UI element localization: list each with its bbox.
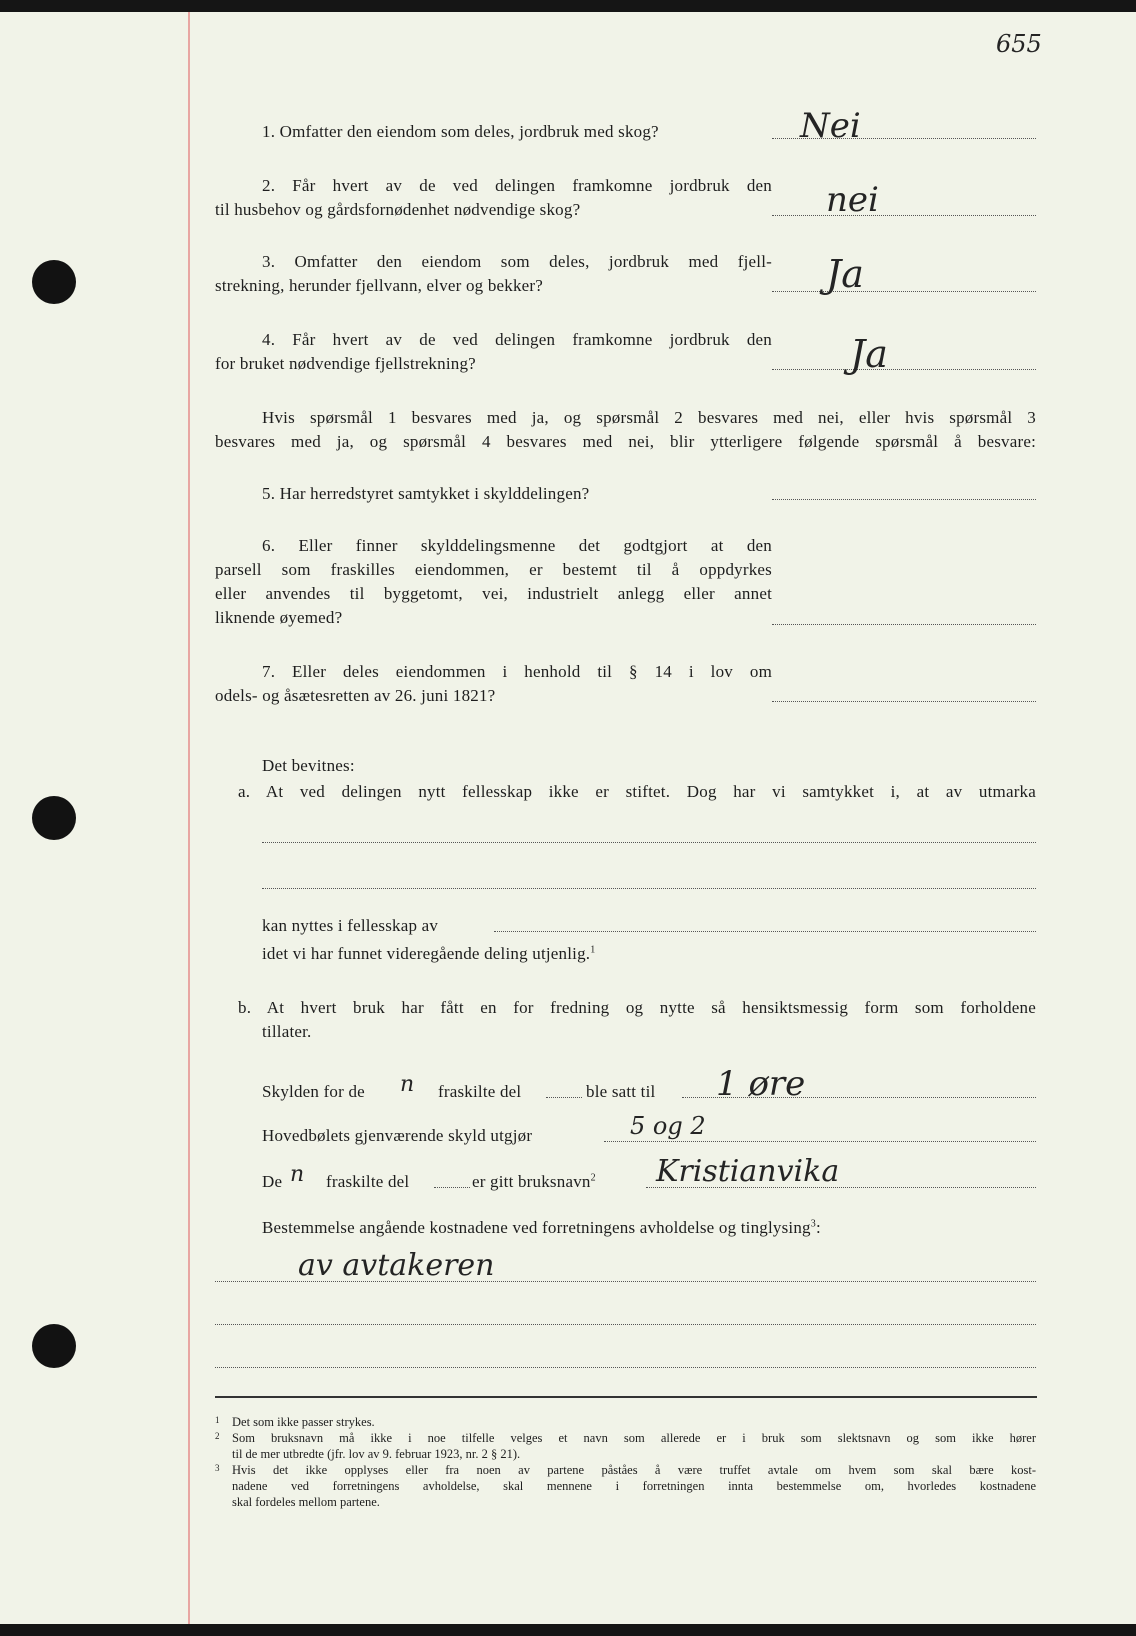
question-6-line-1: 6. Eller finner skylddelingsmenne det godtgjort at den <box>262 536 772 555</box>
question-6-line-2: parsell som fraskilles eiendommen, er bestemt til å oppdyrkes <box>215 560 772 579</box>
certify-a: a. At ved delingen nytt fellesskap ikke er stiftet. Dog har vi samtykket i, at av utmarka <box>238 782 1036 801</box>
question-4-line-1: 4. Får hvert av de ved delingen framkomne jordbruk den <box>262 330 772 349</box>
answer-line <box>772 215 1036 216</box>
footnote-number: 2 <box>215 1431 220 1441</box>
page-number-handwritten: 655 <box>996 30 1042 58</box>
conditional-line-1: Hvis spørsmål 1 besvares med ja, og spørsmål 2 besvares med nei, eller hvis spørsmål 3 <box>262 408 1036 427</box>
question-7-line-2: odels- og åsætesretten av 26. juni 1821? <box>215 686 496 705</box>
footnote-ref: 1 <box>590 944 596 956</box>
certify-a-finding: idet vi har funnet videregående deling utjenlig.$^1$ <box>262 944 596 963</box>
blank-line <box>604 1141 1036 1142</box>
cost-label: Bestemmelse angående kostnadene ved forretningens avholdelse og tinglysing$^3$: <box>262 1218 821 1237</box>
cost-value: av avtakeren <box>298 1248 495 1283</box>
answer-4: Ja <box>850 332 888 376</box>
answer-line <box>772 701 1036 702</box>
footnote-ref: 2 <box>590 1172 596 1184</box>
scan-top-border <box>0 0 1136 12</box>
hoved-label: Hovedbølets gjenværende skyld utgjør <box>262 1126 533 1145</box>
blank-line <box>546 1097 582 1098</box>
certify-b-line-1: b. At hvert bruk har fått en for fredning og nytte så hensiktsmessig form som forholdene <box>238 998 1036 1017</box>
question-2-line-1: 2. Får hvert av de ved delingen framkomne jordbruk den <box>262 176 772 195</box>
hoved-value: 5 og 2 <box>630 1112 706 1140</box>
answer-3: Ja <box>826 252 864 296</box>
answer-line <box>772 499 1036 500</box>
blank-line <box>262 842 1036 843</box>
footnote-number: 3 <box>215 1463 220 1473</box>
footnote-3-line-2: nadene ved forretningens avholdelse, skal mennene i forretningen innta bestemmelse om, hvorledes kostnadene <box>232 1479 1036 1493</box>
footnote-2-line-2: til de mer utbredte (jfr. lov av 9. februar 1923, nr. 2 § 21). <box>232 1447 521 1461</box>
footnote-1: Det som ikke passer strykes. <box>232 1415 375 1429</box>
question-6-line-4: liknende øyemed? <box>215 608 343 627</box>
blank-line <box>262 888 1036 889</box>
skyld-set: ble satt til <box>586 1082 656 1101</box>
footnote-ref: 3 <box>810 1218 816 1230</box>
footnote-2-line-1: Som bruksnavn må ikke i noe tilfelle velges et navn som allerede er i bruk som slektsnavn og som ikke hører <box>232 1431 1036 1445</box>
question-3-line-1: 3. Omfatter den eiendom som deles, jordbruk med fjell- <box>262 252 772 271</box>
answer-2: nei <box>826 180 879 220</box>
footnote-number: 1 <box>215 1415 220 1425</box>
question-2-line-2: til husbehov og gårdsfornødenhet nødvendige skog? <box>215 200 581 219</box>
question-7-line-1: 7. Eller deles eiendommen i henhold til § 14 i lov om <box>262 662 772 681</box>
skyld-value: 1 øre <box>716 1064 806 1104</box>
skyld-handwritten-n: n <box>400 1072 415 1097</box>
certify-b-line-2: tillater. <box>262 1022 312 1041</box>
answer-line <box>772 291 1036 292</box>
answer-line <box>772 624 1036 625</box>
bruk-value: Kristianvika <box>656 1154 840 1189</box>
punch-hole <box>32 796 76 840</box>
punch-hole <box>32 260 76 304</box>
bruk-mid: fraskilte del <box>326 1172 410 1191</box>
scan-bottom-border <box>0 1624 1136 1636</box>
blank-line <box>434 1187 470 1188</box>
blank-line <box>215 1324 1036 1325</box>
bruk-handwritten-n: n <box>290 1162 305 1187</box>
margin-rule <box>188 12 190 1624</box>
question-4-line-2: for bruket nødvendige fjellstrekning? <box>215 354 476 373</box>
conditional-line-2: besvares med ja, og spørsmål 4 besvares med nei, blir ytterligere følgende spørsmål å besvare: <box>215 432 1036 451</box>
question-3-line-2: strekning, herunder fjellvann, elver og bekker? <box>215 276 544 295</box>
bruk-prefix: De <box>262 1172 283 1191</box>
answer-line <box>772 369 1036 370</box>
footnote-3-line-1: Hvis det ikke opplyses eller fra noen av partene påståes å være truffet avtale om hvem som skal bære kost- <box>232 1463 1036 1477</box>
footnote-divider <box>215 1396 1037 1398</box>
skyld-mid: fraskilte del <box>438 1082 522 1101</box>
question-5: 5. Har herredstyret samtykket i skylddelingen? <box>262 484 590 503</box>
answer-1: Nei <box>800 106 861 146</box>
footnote-3-line-3: skal fordeles mellom partene. <box>232 1495 380 1509</box>
question-6-line-3: eller anvendes til byggetomt, vei, industrielt anlegg eller annet <box>215 584 772 603</box>
punch-hole <box>32 1324 76 1368</box>
blank-line <box>215 1367 1036 1368</box>
certify-a-shared: kan nyttes i fellesskap av <box>262 916 439 935</box>
question-1: 1. Omfatter den eiendom som deles, jordbruk med skog? <box>262 122 659 141</box>
bruk-label: er gitt bruksnavn$^2$ <box>472 1172 596 1191</box>
certify-heading: Det bevitnes: <box>262 756 355 775</box>
skyld-prefix: Skylden for de <box>262 1082 365 1101</box>
blank-line <box>494 931 1036 932</box>
